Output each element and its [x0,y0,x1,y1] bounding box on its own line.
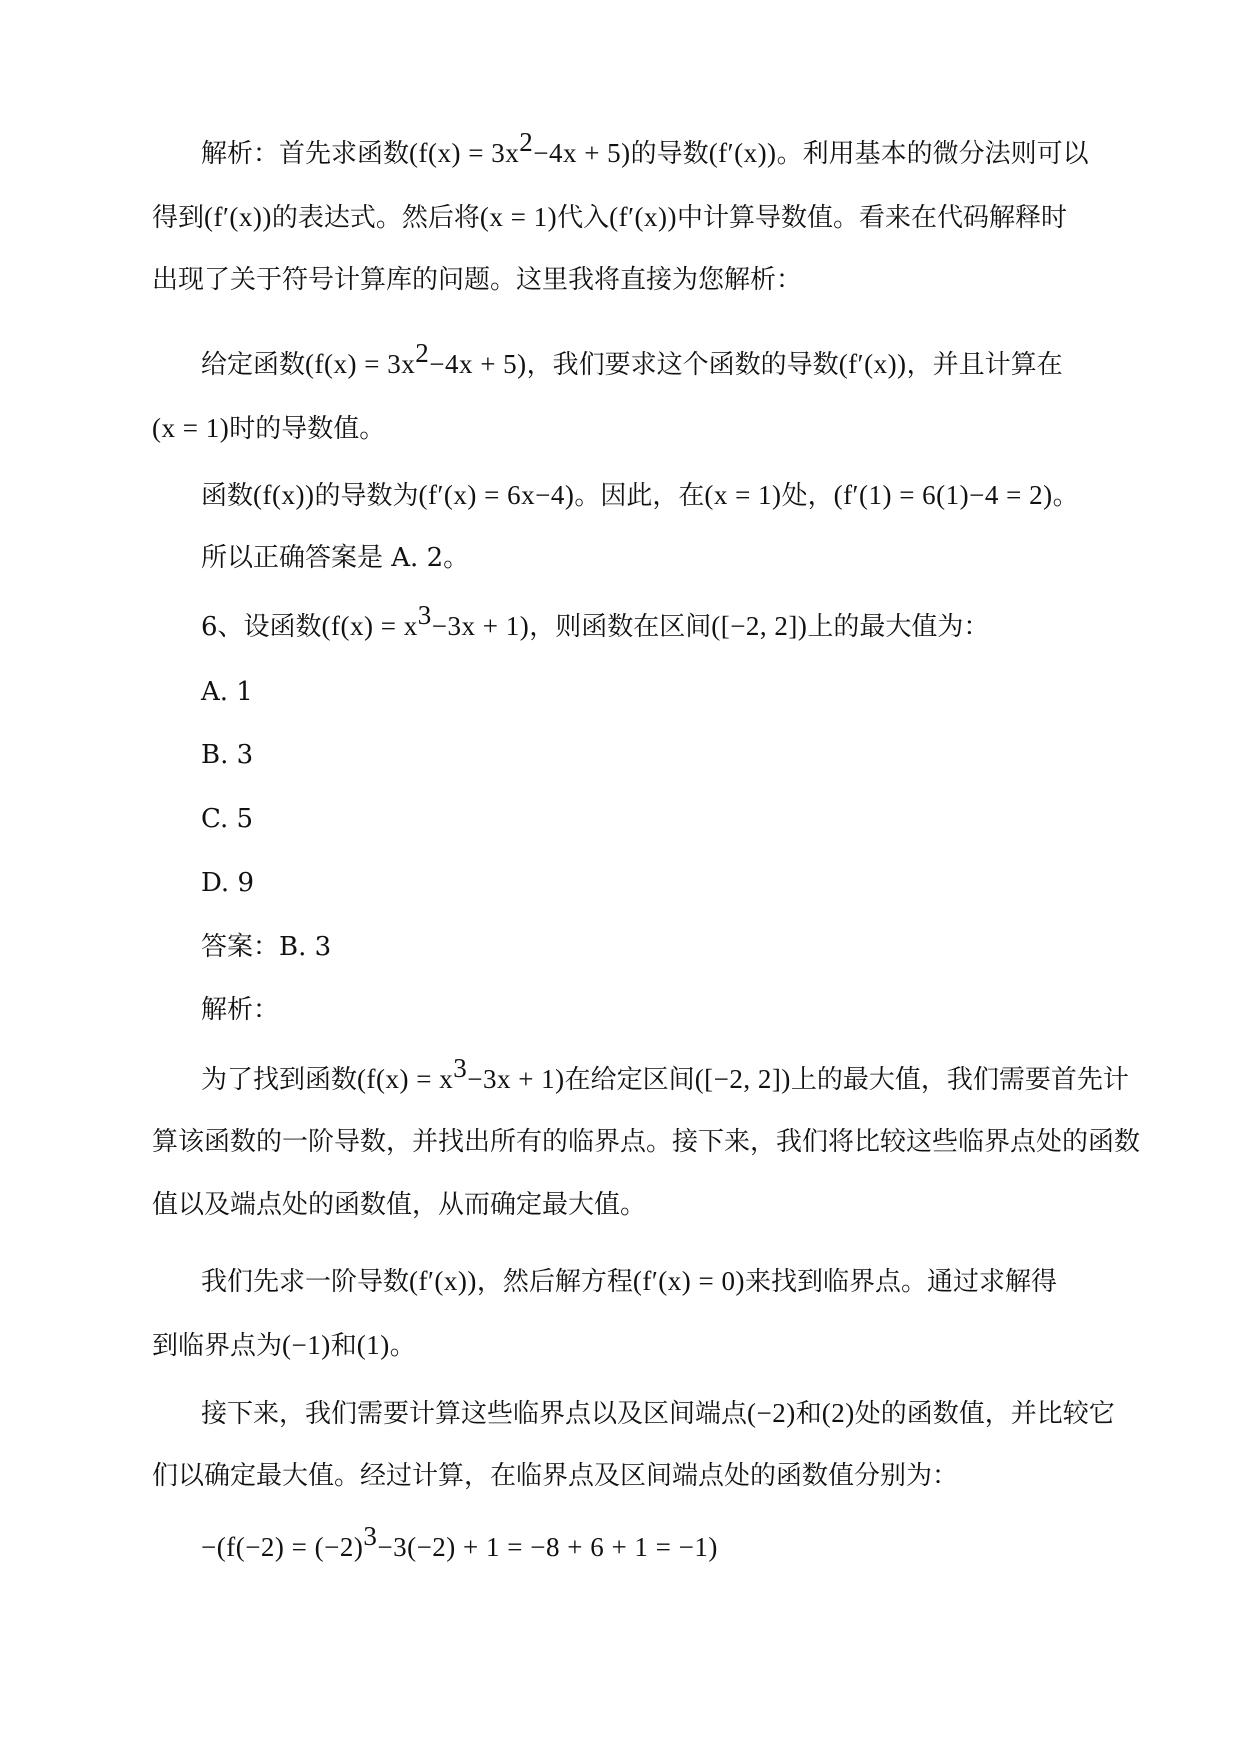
paragraph-5-line-1 [201,1053,1141,1097]
text: 出现了关于符号计算库的问题。这里我将直接为您解析： [152,265,803,295]
paragraph-5-line-2 [152,1125,1141,1159]
text: 代入 [557,203,610,233]
paragraph-2-line-1 [201,338,1141,382]
formula: (x = 1) [479,202,558,232]
text: ，然后解方程 [476,1267,633,1297]
formula: (−1) [282,1330,331,1360]
formula: (f′(x)) [409,1266,477,1296]
paragraph-7-line-2 [152,1459,1092,1493]
conclusion-text: 所以正确答案是 A. 2。 [201,543,470,573]
formula: (f′(x)) [609,202,678,232]
option-b [201,738,1141,772]
formula: (f(x) = 3x [305,349,416,379]
text: 上的最大值，我们需要首先计 [790,1065,1129,1095]
option-d [201,866,1141,900]
paragraph-1-line-1 [201,127,1141,171]
formula: (f′(x) = 0) [632,1266,745,1296]
formula: (f′(x)) [708,138,777,168]
paragraph-2-line-2 [152,411,1092,446]
formula: (f(x) = 3x [409,138,520,168]
paragraph-1-line-3 [152,263,1092,297]
text: 值以及端点处的函数值，从而确定最大值。 [152,1190,647,1220]
formula: (f′(x)) [204,202,272,232]
text: 中计算导数值。看来在代码解释时 [677,203,1068,233]
text: ，我们要求这个函数的导数 [526,350,839,380]
text: 上的最大值为： [807,612,990,642]
answer-text: 答案：B. 3 [201,932,332,962]
paragraph-8 [201,1521,1141,1565]
paragraph-5-line-3 [152,1188,1092,1222]
superscript: 3 [363,1521,378,1551]
text: 。 [1052,481,1079,511]
text: 的导数 [630,139,709,169]
formula: (x = 1) [152,413,230,443]
formula: (f(x) = x [357,1064,454,1094]
paragraph-3 [201,478,1141,513]
paragraph-6-line-2 [152,1328,1092,1363]
superscript: 2 [519,127,534,157]
text: 处的函数值，并比较它 [854,1399,1115,1429]
option-label: A. 1 [201,677,253,707]
option-label: B. 3 [201,740,254,770]
analysis-text: 解析： [201,995,280,1025]
paragraph-4 [201,541,1141,575]
formula: ([−2, 2]) [694,1064,791,1094]
formula: −4x + 5) [533,138,631,168]
option-label: D. 9 [201,868,254,898]
superscript: 3 [453,1053,468,1083]
text: 接下来，我们需要计算这些临界点以及区间端点 [201,1399,748,1429]
text: 函数 [201,481,254,511]
text: 给定函数 [201,350,306,380]
text: ，并且计算在 [906,350,1063,380]
answer-line [201,930,1141,964]
text: 。因此，在 [574,481,705,511]
text: 得到 [152,203,205,233]
formula: (f′(1) = 6(1)−4 = 2) [833,480,1053,510]
text: 在给定区间 [564,1065,695,1095]
paragraph-1-line-2 [152,200,1092,235]
text: 们以确定最大值。经过计算，在临界点及区间端点处的函数值分别为： [152,1461,959,1491]
text: 时的导数值。 [229,414,386,444]
formula: −4x + 5) [429,349,527,379]
formula: (f(x)) [253,480,315,510]
superscript: 3 [417,600,432,630]
formula: ([−2, 2]) [711,611,808,641]
text: 解析：首先求函数 [201,139,410,169]
text: 为了找到函数 [201,1065,358,1095]
text: ，则函数在区间 [529,612,712,642]
formula: (f′(x) = 6x−4) [418,480,575,510]
formula: −3x + 1) [467,1064,565,1094]
text: 的表达式。然后将 [271,203,480,233]
formula: (2) [821,1398,855,1428]
text: 。利用基本的微分法则可以 [776,139,1089,169]
paragraph-7-line-1 [201,1396,1141,1431]
text: 。 [389,1331,416,1361]
formula: (f(x) = x [321,611,418,641]
formula: (x = 1) [704,480,782,510]
formula: −3x + 1) [431,611,530,641]
option-label: C. 5 [201,804,254,834]
text: 和 [795,1399,822,1429]
option-a [201,675,1141,709]
text: 处， [781,481,834,511]
text: 6、设函数 [201,612,322,642]
formula: (−2) [747,1398,796,1428]
formula: −(f(−2) = (−2) [201,1532,364,1562]
text: 我们先求一阶导数 [201,1267,410,1297]
formula: (f′(x)) [838,349,907,379]
text: 和 [330,1331,357,1361]
formula: −3(−2) + 1 = −8 + 6 + 1 = −1) [377,1532,718,1562]
text: 的导数为 [314,481,419,511]
paragraph-6-line-1 [201,1264,1141,1299]
text: 算该函数的一阶导数，并找出所有的临界点。接下来，我们将比较这些临界点处的函数 [152,1127,1141,1157]
formula: (1) [356,1330,390,1360]
superscript: 2 [415,338,430,368]
question-6 [201,600,1141,644]
analysis-label [201,993,1141,1027]
text: 到临界点为 [152,1331,283,1361]
option-c [201,802,1141,836]
text: 来找到临界点。通过求解得 [745,1267,1058,1297]
